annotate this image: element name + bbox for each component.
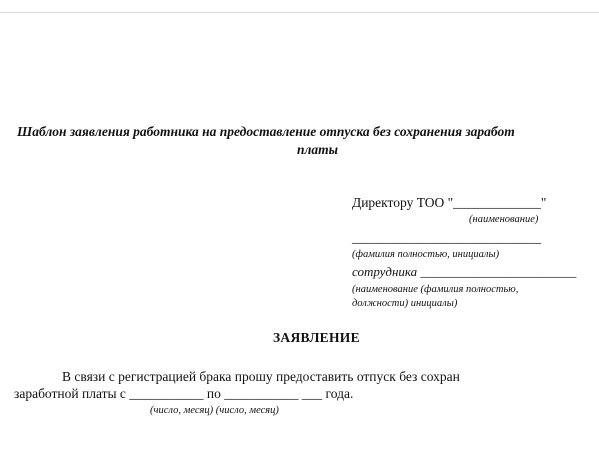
statement-heading: ЗАЯВЛЕНИЕ (273, 330, 360, 345)
employee-hint-line-2: должности) инициалы) (352, 298, 458, 309)
document-title-line-1: Шаблон заявления работника на предоставление отпуска без сохранения заработ (17, 124, 515, 139)
document-title-line-2: платы (297, 142, 339, 157)
addressee-fullname-hint: (фамилия полностью, инициалы) (352, 249, 500, 260)
statement-date-hint: (число, месяц) (число, месяц) (150, 405, 279, 416)
statement-body-line-2: заработной платы с ___________ по ___________ ___ года. (14, 386, 354, 401)
employee-line: сотрудника ________________________ (352, 264, 577, 279)
addressee-director-line: Директору ТОО "_____________" (352, 195, 547, 210)
addressee-fullname-blank: ____________________________ (352, 230, 541, 245)
addressee-name-hint: (наименование) (469, 214, 539, 225)
page-top-border (0, 12, 599, 13)
employee-hint-line-1: (наименование (фамилия полностью, (352, 284, 519, 295)
statement-body-line-1: В связи с регистрацией брака прошу предоставить отпуск без сохран (62, 369, 460, 384)
